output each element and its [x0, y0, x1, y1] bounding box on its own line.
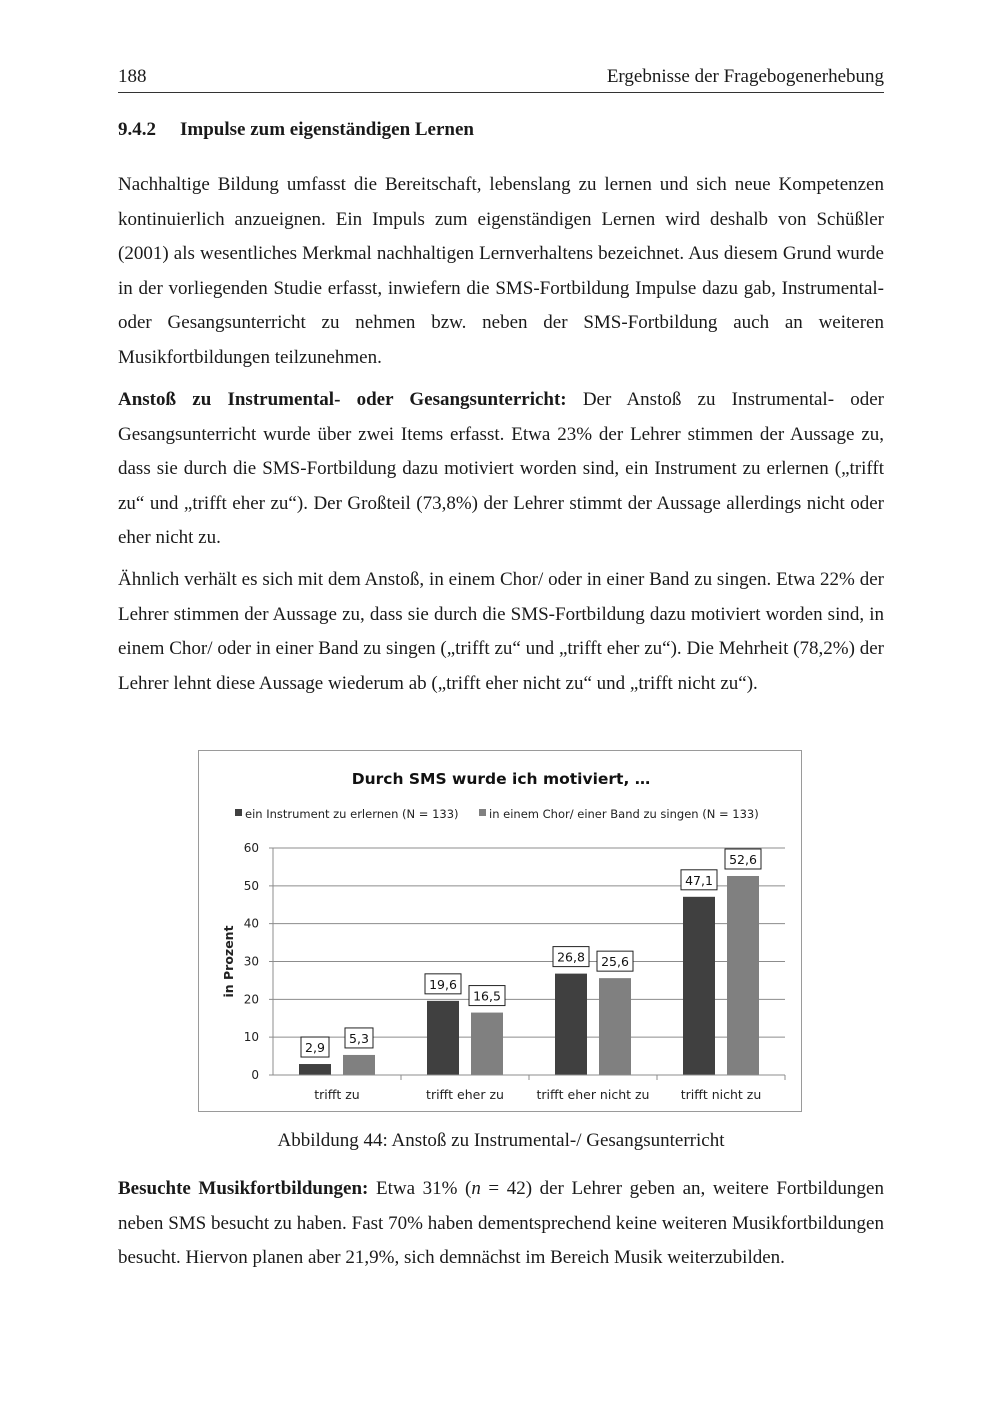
data-label: 47,1 — [685, 872, 713, 888]
bar — [471, 1013, 503, 1075]
data-label: 2,9 — [305, 1040, 325, 1056]
intro-paragraph: Nachhaltige Bildung umfasst die Bereitschaft, lebenslang zu lernen und sich neue Kompetenzen kontinuierlich anzueignen. Ein Impuls zum eigenständigen Lernen wird deshalb von Schüßler (2001) als wesentliches Merkmal nachhaltigen Lernverhaltens bezeichnet. Aus diesem Grund wurde in der vorliegenden Studie erfasst, inwiefern die SMS-Fortbildung Impulse dazu gab, Instrumental- oder Gesangsunterricht zu nehmen bzw. neben der SMS-Fortbildung auch an weiteren Musikfortbildungen teilzunehmen. — [118, 174, 884, 368]
y-tick-label: 50 — [243, 878, 259, 893]
data-label: 26,8 — [557, 949, 585, 965]
y-tick-label: 40 — [243, 916, 259, 931]
legend-label: in einem Chor/ einer Band zu singen (N = 133) — [489, 807, 759, 821]
anstoss-text: Der Anstoß zu Instrumental- oder Gesangsunterricht wurde über zwei Items erfasst. Etwa 23% der Lehrer stimmen der Aussage zu, dass sie durch die SMS-Fortbildung dazu motiviert worden sind, ein Instrument zu erlernen („trifft zu“ und „trifft eher zu“). Der Großteil (73,8%) der Lehrer stimmt der Aussage allerdings nicht oder eher nicht zu. — [118, 389, 884, 548]
besucht-run-in-heading: Besuchte Musikfortbildungen: — [118, 1178, 369, 1199]
x-category-label: trifft zu — [314, 1087, 360, 1102]
bar — [427, 1001, 459, 1075]
chart-title: Durch SMS wurde ich motiviert, … — [351, 770, 651, 788]
y-tick-label: 20 — [243, 992, 259, 1007]
figure-caption: Abbildung 44: Anstoß zu Instrumental-/ Gesangsunterricht — [277, 1130, 725, 1151]
section-number: 9.4.2 — [118, 119, 156, 140]
running-title: Ergebnisse der Fragebogenerhebung — [606, 66, 884, 87]
y-axis-title: in Prozent — [221, 925, 236, 998]
besucht-paragraph — [118, 1172, 884, 1276]
data-label: 5,3 — [349, 1030, 369, 1046]
data-label: 25,6 — [601, 954, 629, 970]
y-tick-label: 30 — [243, 954, 259, 969]
x-category-label: trifft nicht zu — [680, 1087, 762, 1102]
besucht-text-b: = 42) der Lehrer geben an, weitere Fortbildungen neben SMS besucht zu haben. Fast 70% haben dementsprechend keine weiteren Musikfortbildungen besucht. Hiervon planen aber 21,9%, sich demnächst im Bereich Musik weiterzubilden. — [118, 1178, 884, 1268]
legend-swatch — [479, 809, 486, 816]
x-category-label: trifft eher nicht zu — [536, 1087, 650, 1102]
chart-canvas — [199, 751, 803, 1113]
bar — [683, 897, 715, 1075]
y-tick-label: 10 — [243, 1030, 259, 1045]
besucht-text-a: Etwa 31% ( — [368, 1178, 472, 1199]
sample-size-symbol: n — [471, 1178, 481, 1199]
bar — [599, 978, 631, 1075]
y-tick-label: 0 — [251, 1068, 259, 1082]
section-title: Impulse zum eigenständigen Lernen — [180, 119, 474, 140]
anstoss-paragraph — [118, 383, 884, 556]
bar — [343, 1055, 375, 1075]
page-number: 188 — [118, 66, 147, 87]
legend-swatch — [235, 809, 242, 816]
bar — [299, 1064, 331, 1075]
bar — [555, 974, 587, 1075]
data-label: 52,6 — [729, 851, 757, 867]
running-header — [118, 66, 884, 93]
bar — [727, 876, 759, 1075]
x-category-label: trifft eher zu — [426, 1087, 504, 1102]
anstoss-run-in-heading: Anstoß zu Instrumental- oder Gesangsunterricht: — [118, 389, 567, 410]
y-tick-label: 60 — [243, 841, 259, 855]
data-label: 16,5 — [473, 988, 501, 1004]
bar-chart — [198, 750, 802, 1112]
data-label: 19,6 — [429, 976, 457, 992]
section-heading — [118, 119, 474, 141]
chor-paragraph: Ähnlich verhält es sich mit dem Anstoß, in einem Chor/ oder in einer Band zu singen. Etwa 22% der Lehrer stimmen der Aussage zu, dass sie durch die SMS-Fortbildung dazu motiviert worden sind, in einem Chor/ oder in einer Band zu singen („trifft zu“ und „trifft eher zu“). Die Mehrheit (78,2%) der Lehrer lehnt diese Aussage wiederum ab („trifft eher nicht zu“ und „trifft nicht zu“). — [118, 569, 884, 694]
legend-label: ein Instrument zu erlernen (N = 133) — [245, 807, 459, 821]
